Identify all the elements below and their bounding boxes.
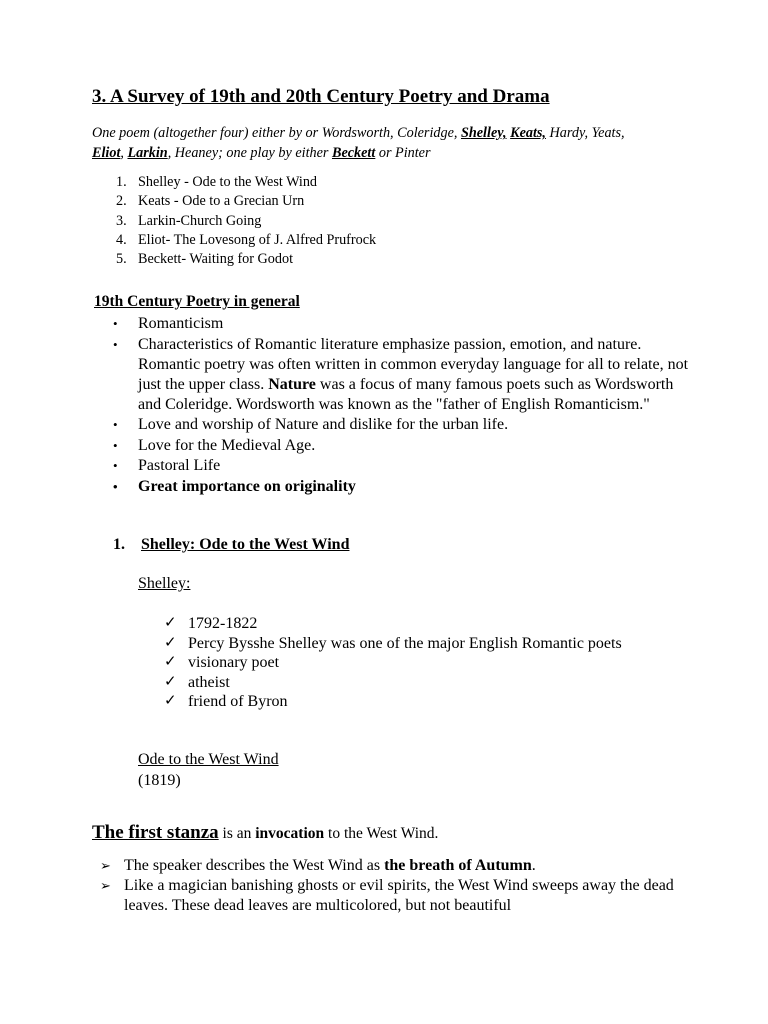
bullet-icon: • [113, 458, 118, 474]
list-number: 3. [116, 212, 127, 229]
list-item [92, 250, 376, 269]
list-item [110, 314, 690, 334]
list-item [162, 653, 662, 673]
list-item-text: Shelley - Ode to the West Wind [138, 174, 318, 190]
check-icon: ✓ [164, 654, 177, 670]
shelley-facts-list [162, 614, 662, 712]
list-item [110, 415, 690, 435]
bullet-text: was a focus of many famous poets such as Wordsworth and Coleridge. Wordsworth was known as the "father of English Romanticism." [138, 375, 674, 413]
stanza-text: is an [218, 825, 256, 842]
check-icon: ✓ [164, 673, 177, 690]
fact-text: Percy Bysshe Shelley was one of the major English Romantic poets [188, 634, 622, 652]
list-number: 1. [116, 174, 127, 190]
poem-list [92, 173, 376, 269]
characteristics-list [110, 314, 690, 498]
arrow-bullet-icon: ➢ [100, 858, 111, 873]
section-heading: 19th Century Poetry in general [94, 293, 300, 310]
point-text: . [531, 857, 536, 874]
list-item-text: Keats - Ode to a Grecian Urn [138, 193, 305, 210]
list-number: 2. [116, 193, 127, 210]
stanza-bold-text: invocation [255, 825, 325, 842]
list-item [162, 692, 662, 712]
list-number: 4. [116, 231, 127, 248]
fact-text: friend of Byron [188, 693, 288, 710]
check-icon: ✓ [164, 634, 177, 651]
check-icon: ✓ [164, 615, 177, 631]
check-icon: ✓ [164, 693, 177, 709]
intro-text-2: Hardy, Yeats, [545, 125, 625, 141]
arrow-bullet-icon: ➢ [100, 878, 111, 893]
section-title: Shelley: Ode to the West Wind [141, 536, 350, 553]
fact-text: atheist [188, 673, 230, 691]
list-item [100, 876, 680, 916]
bullet-icon: • [113, 336, 118, 352]
ode-year: (1819) [138, 772, 181, 789]
intro-text-3: , Heaney; one play by either [167, 145, 332, 161]
list-item [162, 673, 662, 693]
intro-eliot: Eliot [92, 145, 121, 161]
list-item [92, 173, 376, 192]
stanza-points-list [100, 856, 680, 916]
list-item [100, 856, 680, 876]
stanza-heading: The first stanza [92, 822, 219, 843]
bullet-icon: • [113, 417, 118, 433]
shelley-label: Shelley: [138, 575, 191, 592]
shelley-heading [113, 536, 349, 554]
list-item [110, 477, 690, 497]
section-number: 1. [113, 536, 125, 553]
bullet-icon: • [113, 316, 118, 331]
list-item [92, 192, 376, 211]
intro-keats: Keats, [510, 125, 546, 141]
intro-shelley: Shelley, [460, 125, 507, 141]
list-item [110, 335, 690, 415]
bullet-icon: • [113, 437, 118, 453]
bullet-text: Love for the Medieval Age. [138, 436, 316, 454]
bullet-bold-text: Nature [268, 375, 316, 393]
intro-text-4: or Pinter [375, 145, 431, 161]
list-item-text: Beckett- Waiting for Godot [138, 251, 294, 268]
fact-text: visionary poet [188, 654, 280, 671]
list-item [162, 634, 662, 654]
bullet-icon: • [113, 478, 118, 494]
point-text: Like a magician banishing ghosts or evil spirits, the West Wind sweeps away the dead leaves. These dead leaves are multicolored, but not beautiful [124, 877, 674, 914]
bullet-text: Pastoral Life [138, 457, 221, 475]
bullet-text: Characteristics of Romantic literature emphasize passion, emotion, and nature. Romantic poetry was often written in common everyday language for all to relate, not just the upper class. [138, 335, 689, 393]
intro-beckett: Beckett [331, 145, 376, 161]
list-item [92, 212, 376, 231]
fact-text: 1792-1822 [188, 615, 258, 632]
list-item-text: Larkin-Church Going [138, 212, 262, 229]
list-item-text: Eliot- The Lovesong of J. Alfred Prufrock [138, 231, 377, 248]
intro-text-1: One poem (altogether four) either by or Wordsworth, Coleridge, [92, 125, 461, 141]
list-item [92, 231, 376, 250]
bullet-text: Love and worship of Nature and dislike for the urban life. [138, 416, 509, 434]
point-bold-text: the breath of Autumn [384, 857, 532, 874]
intro-paragraph [92, 123, 652, 163]
stanza-heading-line [92, 822, 438, 844]
list-number: 5. [116, 251, 127, 268]
page-title: 3. A Survey of 19th and 20th Century Poetry and Drama [92, 86, 550, 107]
bullet-text: Romanticism [138, 315, 224, 332]
intro-larkin: Larkin [127, 145, 168, 161]
list-item [110, 456, 690, 476]
point-text: The speaker describes the West Wind as [124, 857, 385, 874]
intro-sep: , [120, 145, 128, 161]
list-item [162, 614, 662, 634]
ode-label: Ode to the West Wind [138, 751, 279, 768]
bullet-text: Great importance on originality [138, 477, 356, 495]
stanza-text: to the West Wind. [324, 825, 439, 842]
list-item [110, 436, 690, 456]
